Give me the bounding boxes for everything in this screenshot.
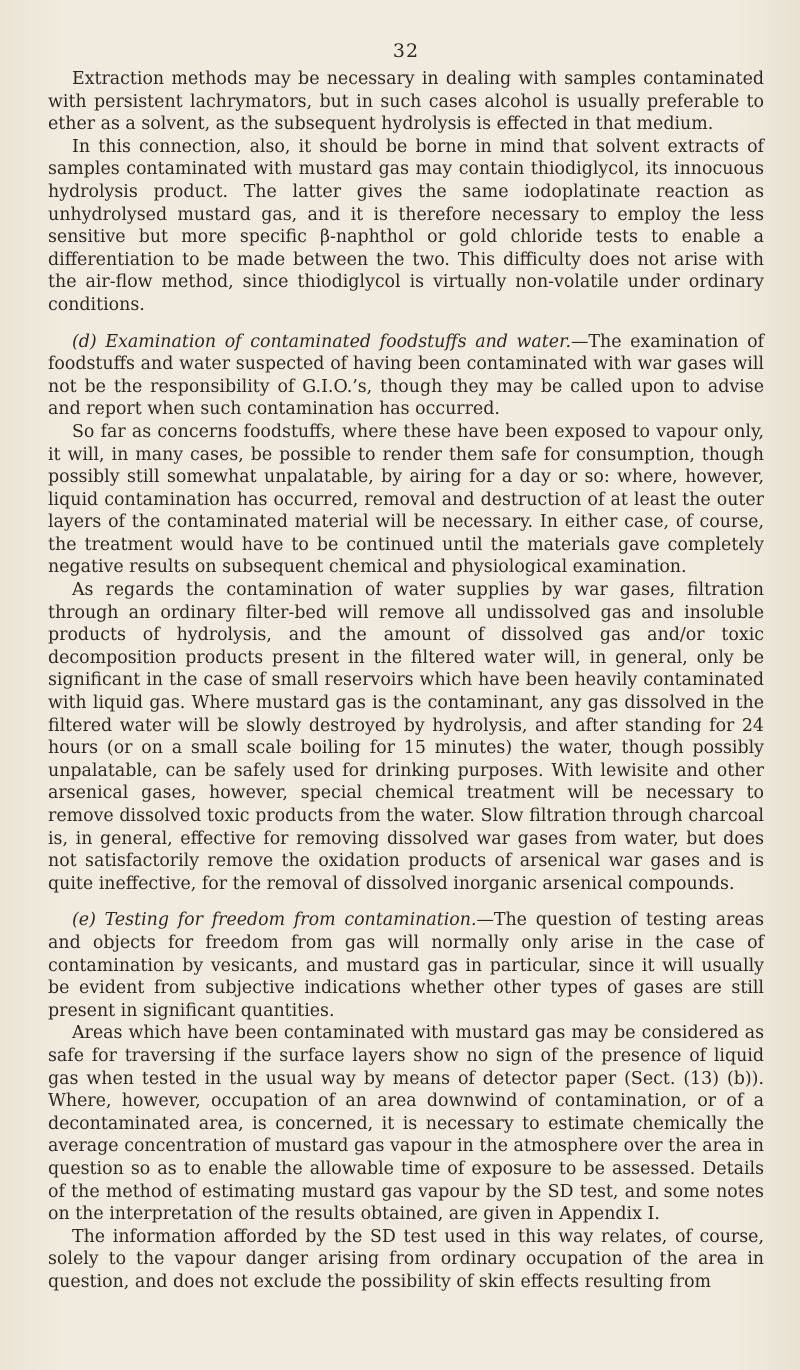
paragraph-water-supplies	[48, 579, 764, 895]
paragraph-text: —The question of testing areas and objects for freedom from gas will normally only arise in the case of contamination by vesicants, and mustard gas in particular, since it will usually be evident from subjective indications whether other types of gases are still present in significant quantities.	[48, 910, 765, 1021]
page-number: 32	[392, 40, 420, 62]
paragraph-foodstuffs	[48, 421, 764, 579]
paragraph-text: The information afforded by the SD test used in this way relates, of course, solely to the vapour danger arising from ordinary occupation of the area in question, and does not exclude the possibility of skin effects resulting from	[48, 1226, 764, 1292]
paragraph-section-d	[48, 331, 764, 421]
paragraph-text: Areas which have been contaminated with mustard gas may be considered as safe for traversing if the surface layers show no sign of the presence of liquid gas when tested in the usual way by means of detector paper (Sect. (13) (b)). Where, however, occupation of an area downwind of contamination, or of a decontaminated area, is concerned, it is necessary to estimate chemically the average concentration of mustard gas vapour in the atmosphere over the area in question so as to enable the allowable time of exposure to be assessed. Details of the method of estimating mustard gas vapour by the SD test, and some notes on the interpretation of the results obtained, are given in Appendix I.	[48, 1023, 764, 1225]
paragraph-thiodiglycol	[48, 136, 764, 317]
paragraph-sd-test	[48, 1226, 764, 1294]
paragraph-text: As regards the contamination of water supplies by war gases, filtration through an ordinary filter-bed will remove all undissolved gas and insoluble products of hydrolysis, and the amount of dissolved gas and/or toxic decomposition products present in the filtered water will, in general, only be significant in the case of small reservoirs which have been heavily contaminated with liquid gas. Where mustard gas is the contaminant, any gas dissolved in the filtered water will be slowly destroyed by hydrolysis, and after standing for 24 hours (or on a small scale boiling for 15 minutes) the water, though possibly unpalatable, can be safely used for drinking purposes. With lewisite and other arsenical gases, however, special chemical treatment will be necessary to remove dissolved toxic products from the water. Slow filtration through charcoal is, in general, effective for removing dissolved war gases from water, but does not satisfactorily remove the oxidation products of arsenical war gases and is quite ineffective, for the removal of dissolved inorganic arsenical compounds.	[48, 580, 764, 894]
section-heading-d: (d) Examination of contaminated foodstuffs and water.	[72, 331, 572, 352]
paragraph-text: Extraction methods may be necessary in dealing with samples contaminated with persistent lachrymators, but in such cases alcohol is usually preferable to ether as a solvent, as the subsequent hydrolysis is effected in that medium.	[48, 69, 764, 135]
paragraph-text: In this connection, also, it should be borne in mind that solvent extracts of samples contaminated with mustard gas may contain thiodiglycol, its innocuous hydrolysis product. The latter gives the same iodoplatinate reaction as unhydrolysed mustard gas, and it is therefore necessary to employ the less sensitive but more specific β-naphthol or gold chloride tests to enable a differentiation to be made between the two. This difficulty does not arise with the air-flow method, since thiodiglycol is virtually non-volatile under ordinary conditions.	[48, 136, 764, 315]
section-heading-e: (e) Testing for freedom from contamination.	[72, 910, 477, 931]
paragraph-text: So far as concerns foodstuffs, where these have been exposed to vapour only, it will, in many cases, be possible to render them safe for consumption, though possibly still somewhat unpalatable, by airing for a day or so: where, however, liquid contamination has occurred, removal and destruction of at least the outer layers of the contaminated material will be necessary. In either case, of course, the treatment would have to be continued until the materials gave completely negative results on subsequent chemical and physiological examination.	[48, 421, 764, 578]
paragraph-extraction-methods	[48, 68, 764, 136]
paragraph-contaminated-areas	[48, 1022, 764, 1225]
paragraph-section-e	[48, 909, 764, 1022]
paragraph-text: —The examination of foodstuffs and water suspected of having been contaminated with war gases will not be the responsibility of G.I.O.’s, though they may be called upon to advise and report when such contamination has occurred.	[48, 331, 764, 420]
